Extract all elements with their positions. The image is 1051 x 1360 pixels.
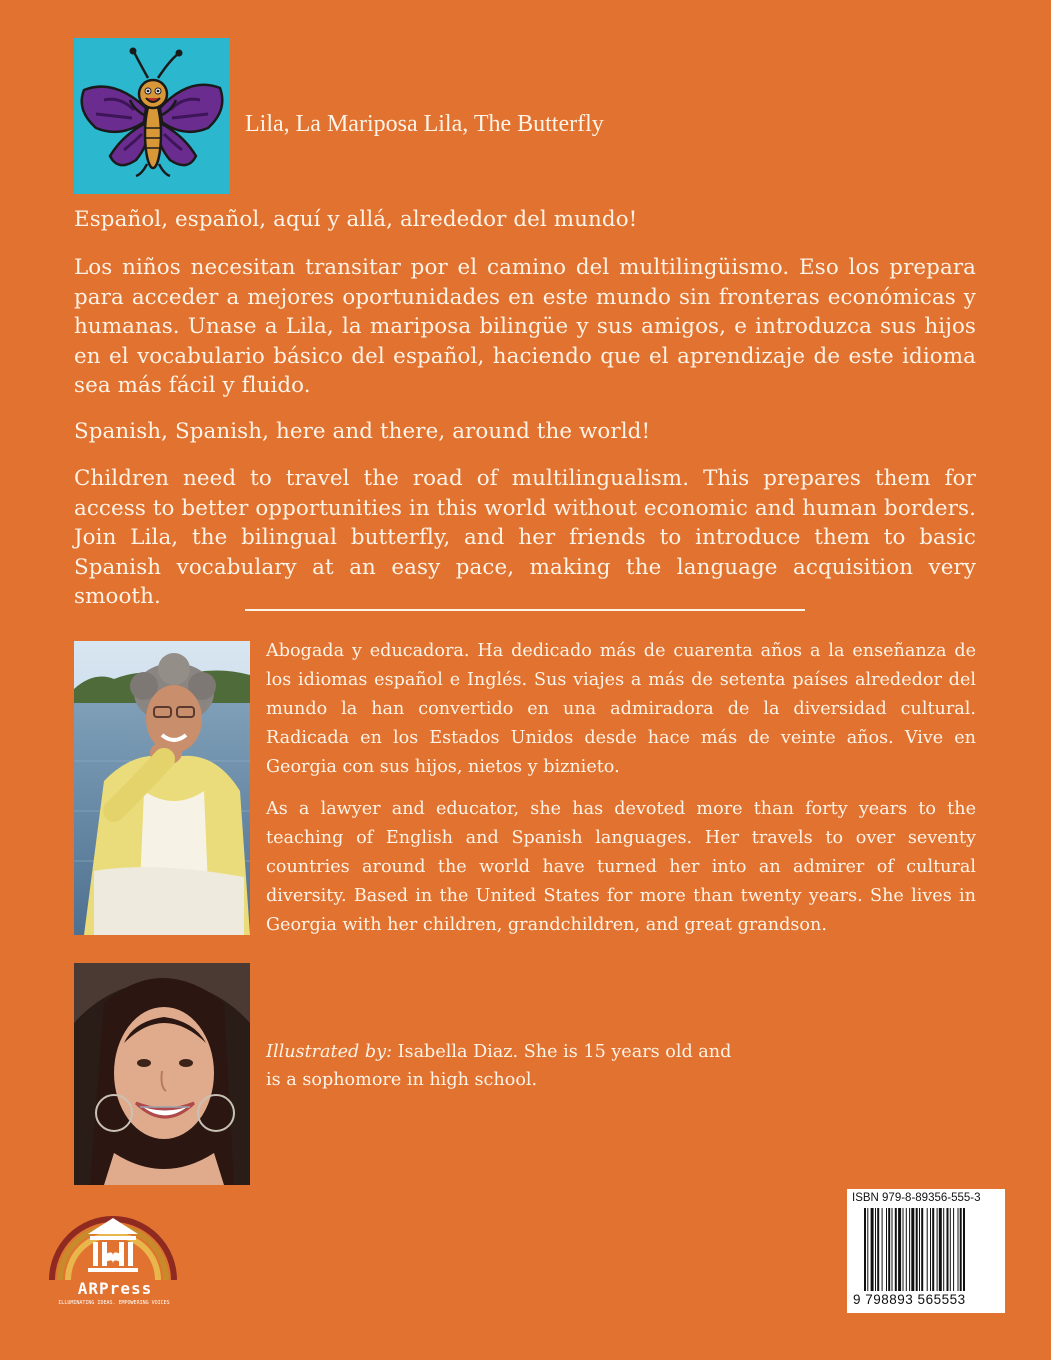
book-thumbnail: [74, 38, 230, 194]
english-heading: Spanish, Spanish, here and there, around the world!: [74, 419, 651, 444]
illustrator-photo: [74, 963, 250, 1185]
isbn-number: ISBN 979-8-89356-555-3: [852, 1192, 981, 1204]
author-bio-spanish: Abogada y educadora. Ha dedicado más de cuarenta años a la enseñanza de los idiomas español e Inglés. Sus viajes a más de setenta países alrededor del mundo la han convertido en una admiradora de la diversidad cultural. Radicada en los Estados Unidos desde hace más de veinte años. Vive en Georgia con sus hijos, nietos y biznieto.: [266, 641, 976, 777]
book-title: Lila, La Mariposa Lila, The Butterfly: [245, 111, 604, 137]
section-divider: [245, 609, 805, 611]
barcode-digits: 9 798893 565553: [853, 1292, 966, 1307]
author-bio-english: As a lawyer and educator, she has devoted more than forty years to the teaching of English and Spanish languages. Her travels to over seventy countries around the world have turned her into an admirer of cultural diversity. Based in the United States for more than twenty years. She lives in Georgia with her children, grandchildren, and great grandson.: [266, 799, 976, 935]
illustrator-description: Isabella Diaz. She is 15 years old and is a sophomore in high school.: [266, 1042, 732, 1090]
butterfly-icon: [74, 38, 230, 194]
english-description: Children need to travel the road of multilingualism. This prepares them for access to better opportunities in this world without economic and human borders. Join Lila, the bilingual butterfly, and her friends to introduce them to basic Spanish vocabulary at an easy pace, making the language acquisition very smooth.: [74, 466, 976, 610]
illustrated-by-label: Illustrated by:: [266, 1042, 392, 1062]
spanish-heading: Español, español, aquí y allá, alrededor del mundo!: [74, 207, 638, 232]
spanish-description: Los niños necesitan transitar por el camino del multilingüismo. Eso los prepara para acceder a mejores oportunidades en este mundo sin fronteras económicas y humanas. Unase a Lila, la mariposa bilingüe y sus amigos, e introduzca sus hijos en el vocabulario básico del español, haciendo que el aprendizaje de este idioma sea más fácil y fluido.: [74, 255, 976, 399]
author-photo: [74, 641, 250, 935]
isbn-barcode: [847, 1189, 1005, 1313]
publisher-name: ARPress: [77, 1279, 153, 1298]
barcode-bars: [864, 1208, 1002, 1291]
publisher-tagline: ILLUMINATING IDEAS. EMPOWERING VOICES: [58, 1300, 170, 1306]
illustrator-credit: [266, 1038, 746, 1094]
